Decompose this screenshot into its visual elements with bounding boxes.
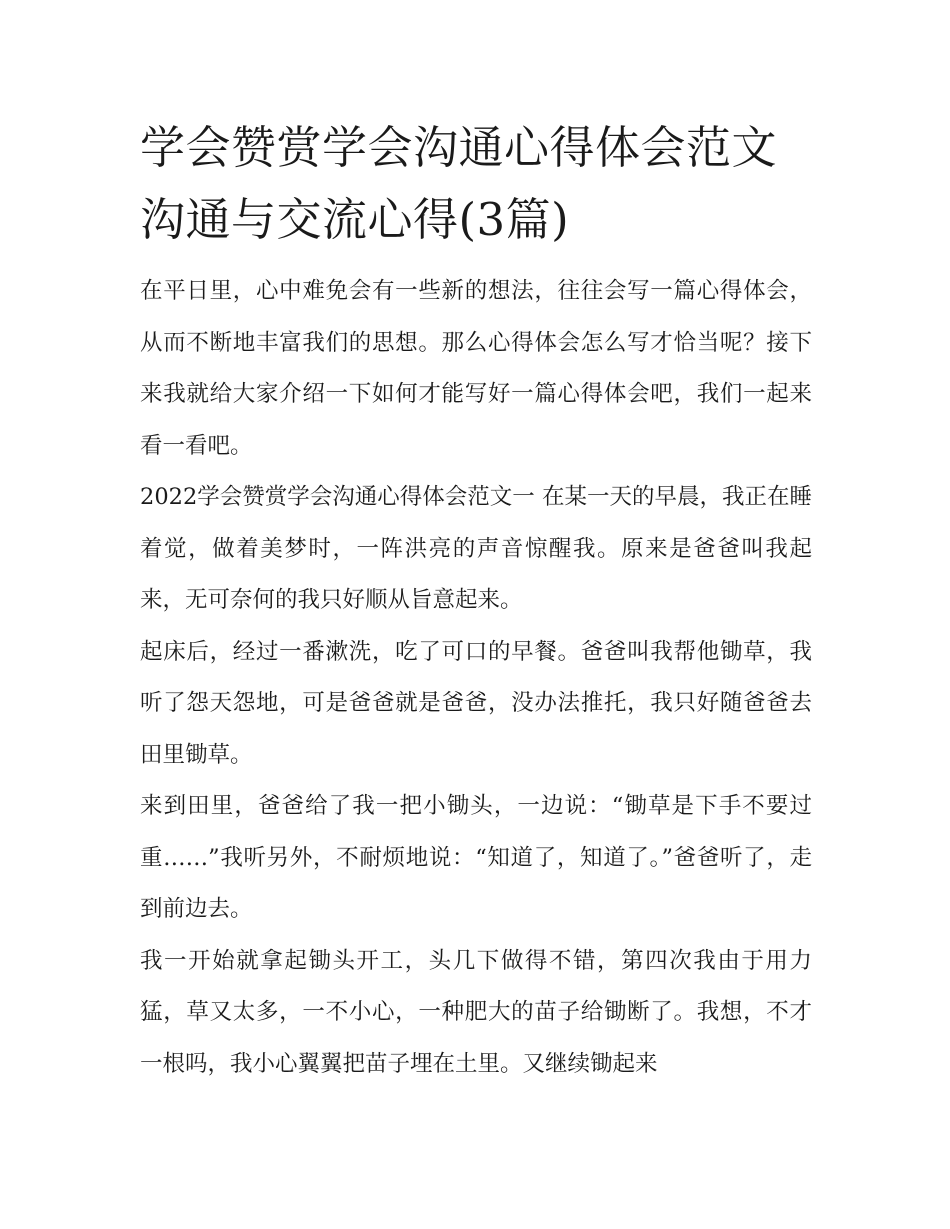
paragraph-essay-one-opening: 2022学会赞赏学会沟通心得体会范文一 在某一天的早晨，我正在睡着觉，做着美梦时，一阵洪亮的声音惊醒我。原来是爸爸叫我起来，无可奈何的我只好顺从旨意起来。 xyxy=(140,484,812,613)
paragraph-hoeing: 我一开始就拿起锄头开工，头几下做得不错，第四次我由于用力猛，草又太多，一不小心，一种肥大的苗子给锄断了。我想，不才一根吗，我小心翼翼把苗子埋在土里。又继续锄起来 xyxy=(140,947,812,1077)
document-title: 学会赞赏学会沟通心得体会范文 沟通与交流心得(3篇) xyxy=(140,121,778,246)
paragraph-breakfast: 起床后，经过一番漱洗，吃了可口的早餐。爸爸叫我帮他锄草，我听了怨天怨地，可是爸爸就是爸爸，没办法推托，我只好随爸爸去田里锄草。 xyxy=(140,638,812,768)
paragraph-intro: 在平日里，心中难免会有一些新的想法，往往会写一篇心得体会，从而不断地丰富我们的思想。那么心得体会怎么写才恰当呢？接下来我就给大家介绍一下如何才能写好一篇心得体会吧，我们一起来看一看吧。 xyxy=(140,278,812,459)
document-page xyxy=(140,112,812,1090)
paragraph-field: 来到田里，爸爸给了我一把小锄头，一边说：“锄草是下手不要过重……”我听另外，不耐烦地说：“知道了，知道了。”爸爸听了，走到前边去。 xyxy=(140,793,812,922)
